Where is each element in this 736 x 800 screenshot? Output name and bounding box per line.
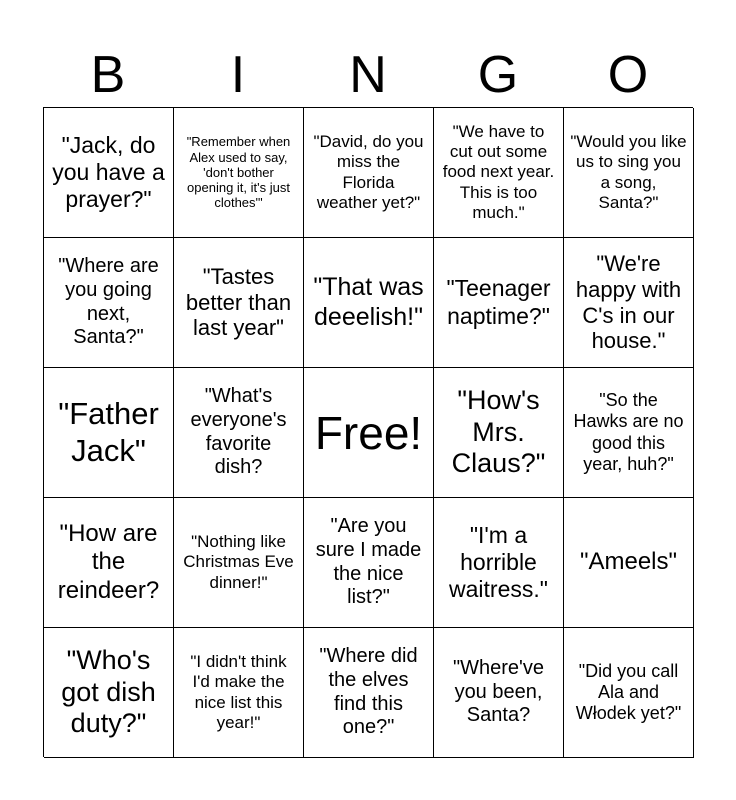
cell-text: "How are the reindeer? xyxy=(57,520,160,604)
header-letter-o: O xyxy=(607,46,649,104)
cell-text: "Where are you going next, Santa?" xyxy=(58,255,159,349)
cell-text: "I'm a horrible waitress." xyxy=(449,521,548,603)
cell-text: "David, do you miss the Florida weather yet?" xyxy=(313,132,424,212)
cell-text: "Did you call Ala and Włodek yet?" xyxy=(575,660,682,724)
cell-text: "We're happy with C's in our house." xyxy=(575,250,682,354)
bingo-cell[interactable] xyxy=(564,108,694,238)
cell-text: "Where've you been, Santa? xyxy=(453,657,544,727)
cell-text: "So the Hawks are no good this year, huh?" xyxy=(573,390,684,474)
cell-text: "We have to cut out some food next year. This is too much." xyxy=(442,122,555,222)
bingo-cell[interactable] xyxy=(44,498,174,628)
cell-text: "Where did the elves find this one?" xyxy=(319,645,418,739)
bingo-cell[interactable] xyxy=(174,498,304,628)
cell-text: "Father Jack" xyxy=(58,395,159,468)
bingo-cell[interactable] xyxy=(564,238,694,368)
header-letter-i: I xyxy=(230,46,246,104)
bingo-cell[interactable] xyxy=(434,368,564,498)
free-space[interactable] xyxy=(304,368,434,498)
cell-text: "Would you like us to sing you a song, Santa?" xyxy=(570,132,687,212)
bingo-cell[interactable] xyxy=(304,628,434,758)
bingo-cell[interactable] xyxy=(174,368,304,498)
bingo-cell[interactable] xyxy=(434,108,564,238)
bingo-cell[interactable] xyxy=(304,238,434,368)
bingo-cell[interactable] xyxy=(174,628,304,758)
header-letter-n: N xyxy=(349,46,387,104)
cell-text: "Teenager naptime?" xyxy=(446,275,551,329)
cell-text: "Are you sure I made the nice list?" xyxy=(315,515,422,609)
bingo-cell[interactable] xyxy=(44,108,174,238)
cell-text: "Ameels" xyxy=(579,548,678,576)
cell-text: "What's everyone's favorite dish? xyxy=(190,385,287,479)
bingo-cell[interactable] xyxy=(564,368,694,498)
header-letter-b: B xyxy=(90,46,126,104)
bingo-cell[interactable] xyxy=(434,498,564,628)
cell-text: "Who's got dish duty?" xyxy=(61,644,156,739)
bingo-cell[interactable] xyxy=(174,238,304,368)
bingo-cell[interactable] xyxy=(434,238,564,368)
bingo-cell[interactable] xyxy=(44,238,174,368)
bingo-header xyxy=(43,42,693,108)
header-letter-g: G xyxy=(477,46,519,104)
cell-text: "I didn't think I'd make the nice list this year!" xyxy=(190,652,287,732)
cell-text: "That was deeelish!" xyxy=(313,273,424,331)
cell-text: "Nothing like Christmas Eve dinner!" xyxy=(183,532,294,592)
cell-text: "Tastes better than last year" xyxy=(185,263,292,341)
bingo-cell[interactable] xyxy=(44,368,174,498)
bingo-cell[interactable] xyxy=(174,108,304,238)
bingo-cell[interactable] xyxy=(44,628,174,758)
cell-text: "How's Mrs. Claus?" xyxy=(451,384,546,479)
cell-text: "Jack, do you have a prayer?" xyxy=(52,131,165,213)
bingo-cell[interactable] xyxy=(564,498,694,628)
bingo-cell[interactable] xyxy=(434,628,564,758)
bingo-cell[interactable] xyxy=(564,628,694,758)
bingo-board xyxy=(43,107,693,757)
free-space-text: Free! xyxy=(314,406,423,459)
bingo-cell[interactable] xyxy=(304,108,434,238)
cell-text: "Remember when Alex used to say, 'don't bother opening it, it's just clothes'" xyxy=(186,134,291,211)
bingo-cell[interactable] xyxy=(304,498,434,628)
